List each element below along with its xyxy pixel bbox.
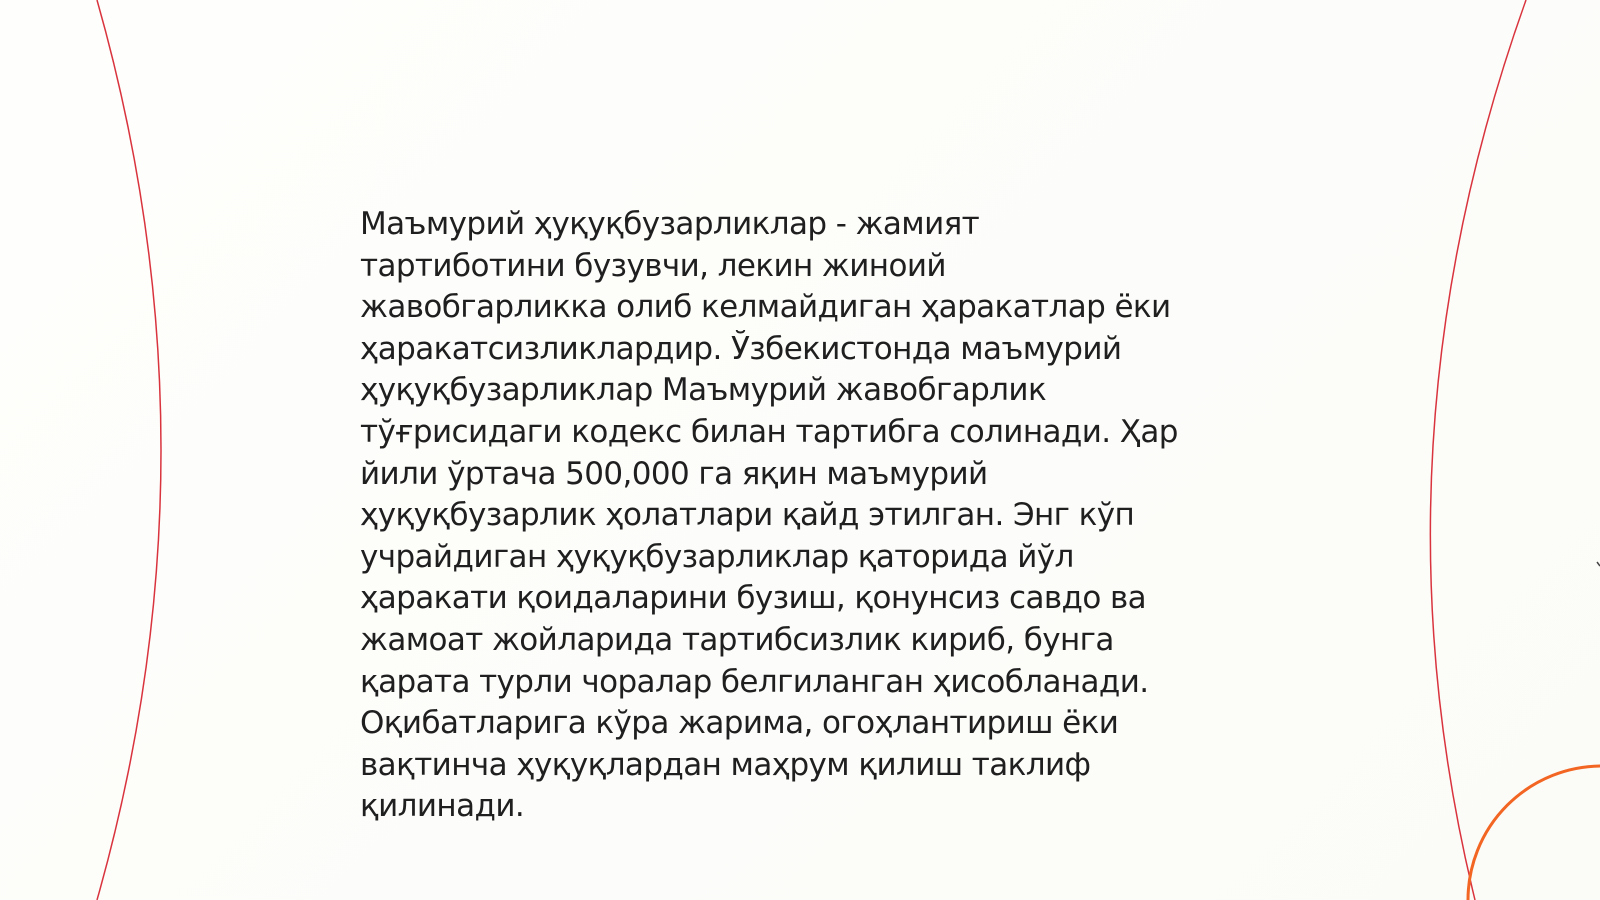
right-arc-line [1430, 0, 1526, 900]
text-line: ҳаракатсизликлардир. Ўзбекистонда маъмурий [360, 330, 1122, 367]
text-line: йили ўртача 500,000 га яқин маъмурий [360, 455, 988, 492]
text-line: учрайдиган ҳуқуқбузарликлар қаторида йўл [360, 538, 1074, 575]
text-line: тўғрисидаги кодекс билан тартибга солинади. Ҳар [360, 413, 1178, 450]
text-line: тартиботини бузувчи, лекин жиноий [360, 247, 946, 284]
text-line: вақтинча ҳуқуқлардан маҳрум қилиш таклиф [360, 746, 1091, 783]
slide-body-text [360, 204, 1240, 828]
accent-circle [1468, 766, 1600, 900]
text-line: ҳуқуқбузарликлар Маъмурий жавобгарлик [360, 372, 1047, 409]
text-line: жамоат жойларида тартибсизлик кириб, бунга [360, 621, 1114, 658]
text-line: Оқибатларига кўра жарима, огоҳлантириш ёки [360, 705, 1119, 742]
text-line: жавобгарликка олиб келмайдиган ҳаракатлар ёки [360, 289, 1171, 326]
text-line: Маъмурий ҳуқуқбузарликлар - жамият [360, 206, 980, 242]
text-line: қилинади. [360, 788, 525, 825]
text-line: қарата турли чоралар белгиланган ҳисобланади. [360, 663, 1149, 700]
text-line: ҳуқуқбузарлик ҳолатлари қайд этилган. Энг кўп [360, 497, 1135, 534]
left-arc-line [97, 0, 161, 900]
text-line: ҳаракати қоидаларини бузиш, қонунсиз савдо ва [360, 580, 1147, 617]
